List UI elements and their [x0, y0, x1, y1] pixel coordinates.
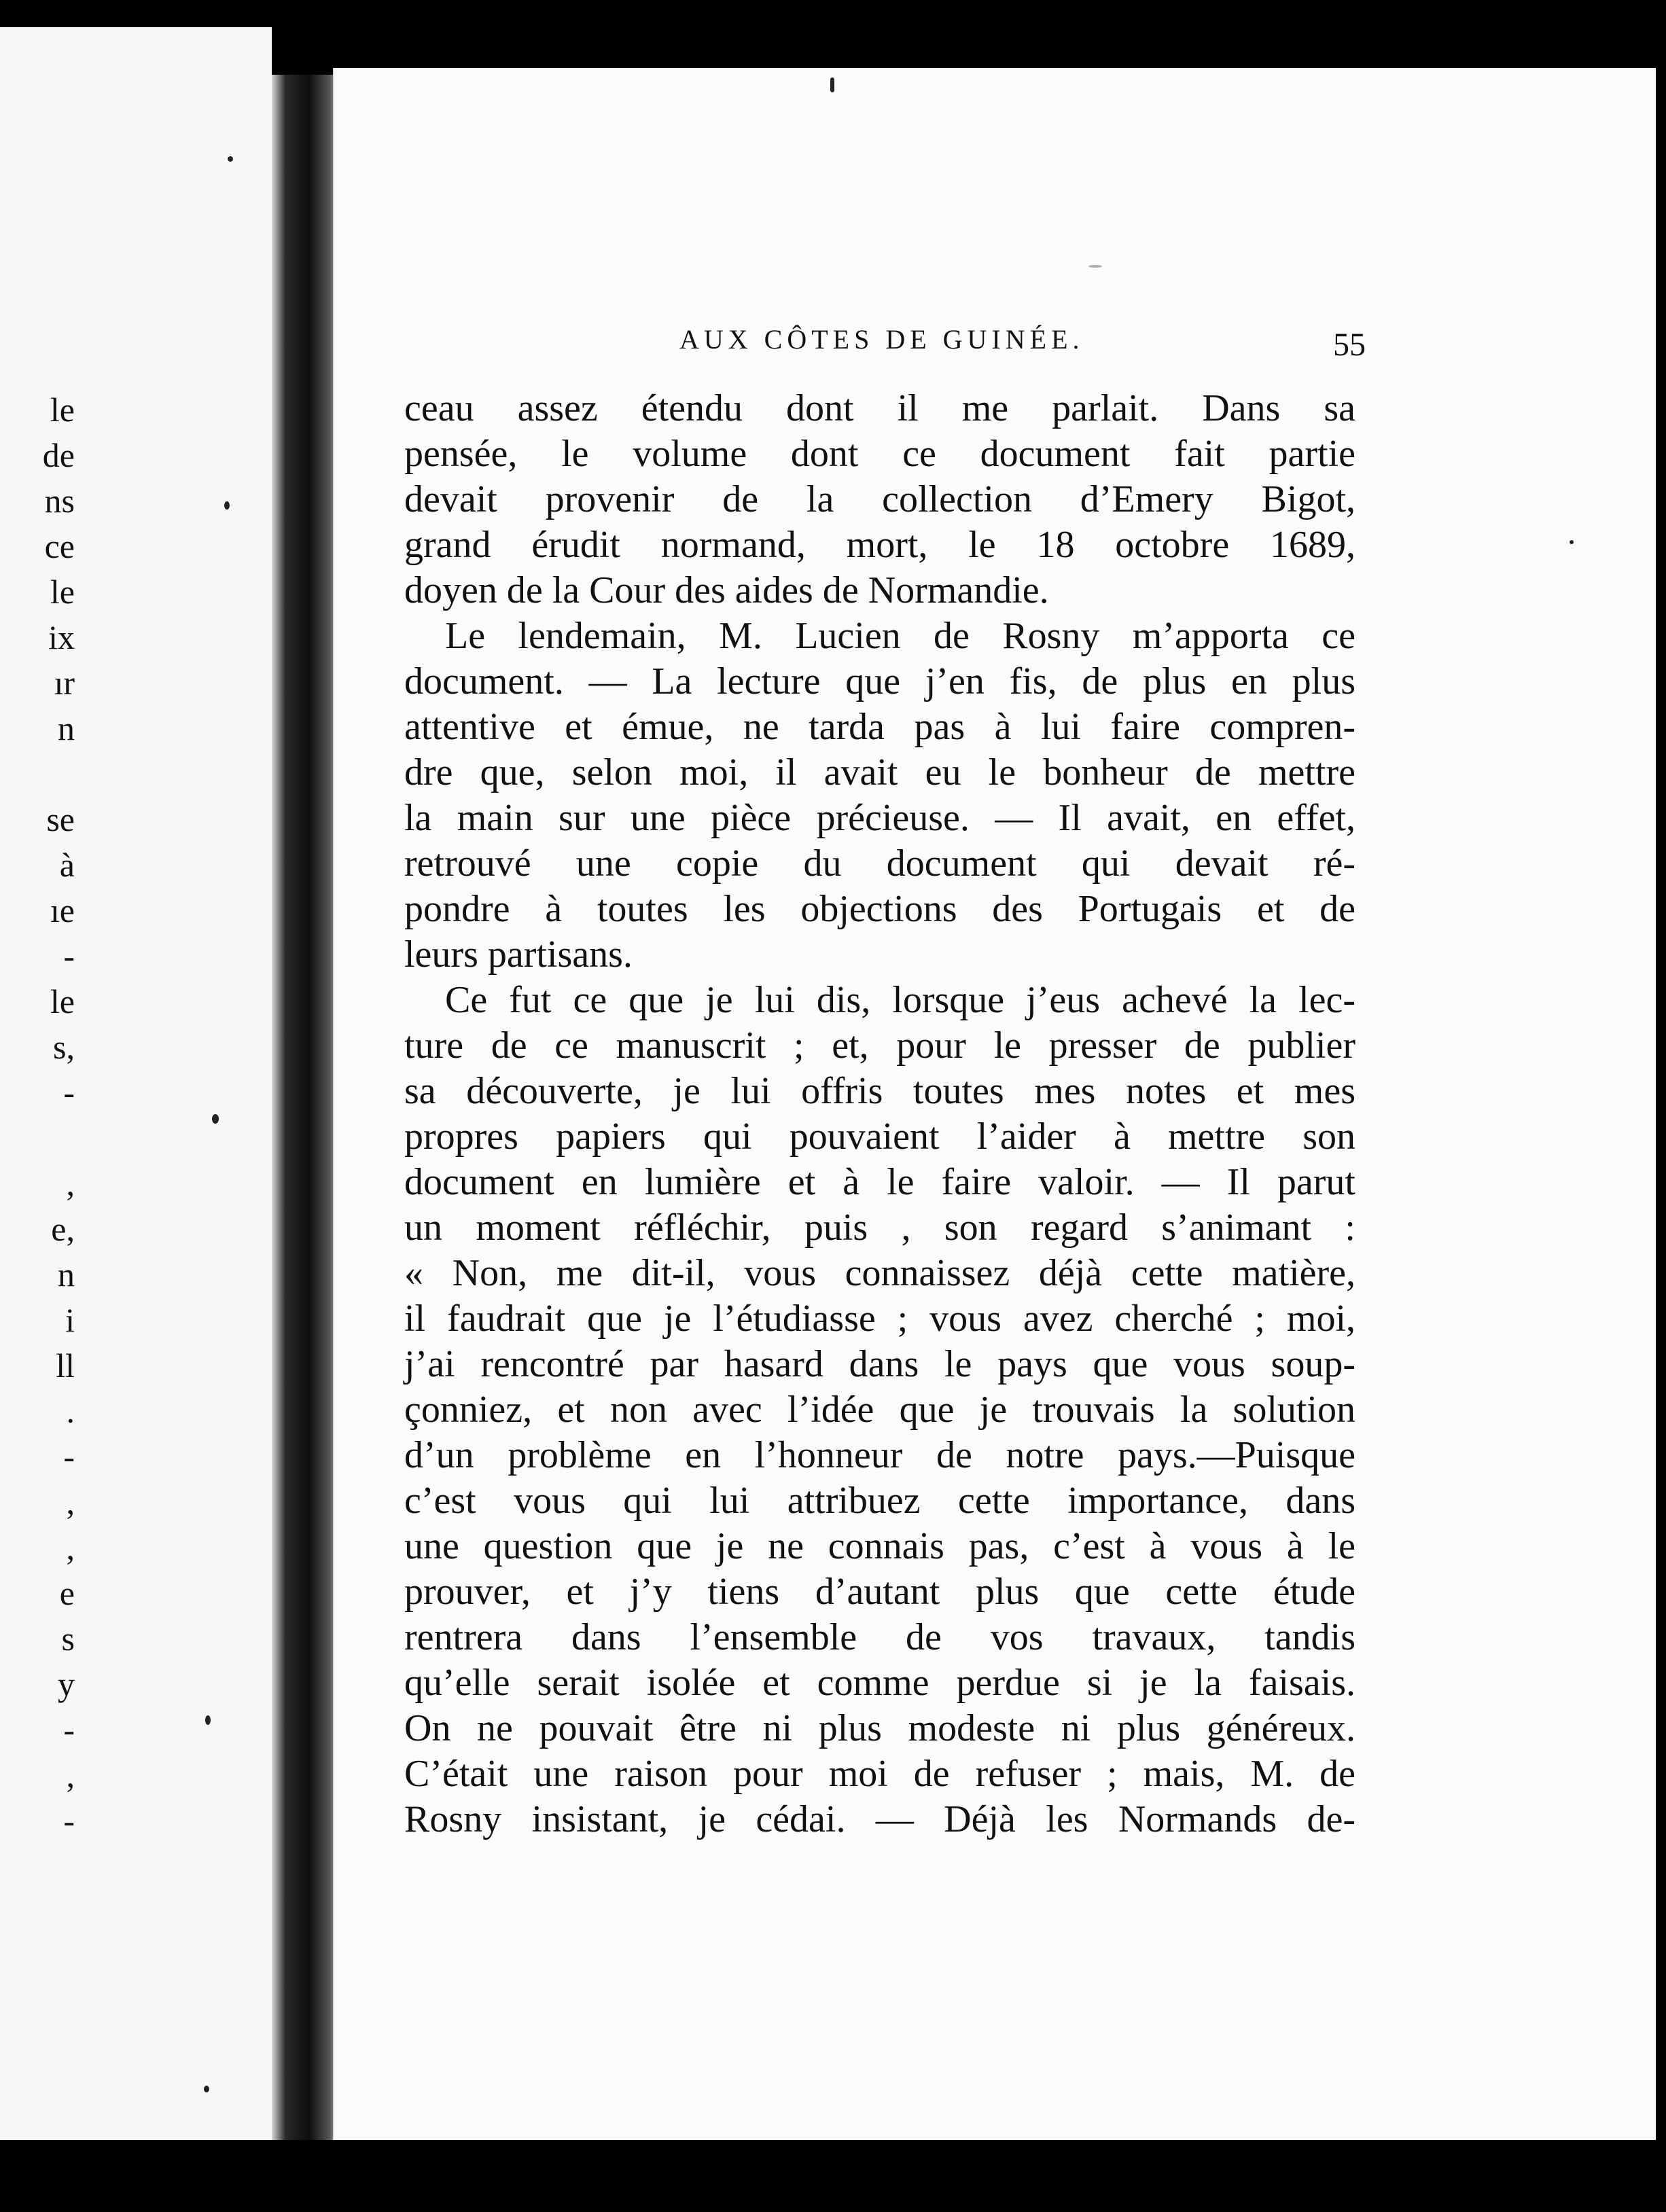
text-line: On ne pouvait être ni plus modeste ni plus généreux. [404, 1707, 1355, 1749]
text-line: j’ai rencontré par hasard dans le pays que vous soup- [404, 1343, 1355, 1385]
text-line: qu’elle serait isolée et comme perdue si je la faisais. [404, 1662, 1355, 1704]
left-page-fragment: i [65, 1301, 75, 1339]
text-line: Le lendemain, M. Lucien de Rosny m’apporta ce [445, 615, 1355, 657]
left-page-fragment: n [58, 1255, 75, 1294]
text-line: C’était une raison pour moi de refuser ; mais, M. de [404, 1753, 1355, 1795]
left-page-fragment: ix [48, 618, 75, 656]
text-line: ceau assez étendu dont il me parlait. Dans sa [404, 387, 1355, 429]
left-page-fragment: - [63, 1073, 75, 1111]
left-page-fragment: e [59, 1574, 75, 1612]
text-line: çonniez, et non avec l’idée que je trouvais la solution [404, 1389, 1355, 1431]
left-page-fragment: à [59, 846, 75, 884]
left-page-fragment: , [66, 1756, 75, 1794]
text-line: attentive et émue, ne tarda pas à lui faire compren- [404, 706, 1355, 748]
left-page-fragment [0, 1116, 75, 1161]
ink-speck [205, 1715, 211, 1725]
text-line: la main sur une pièce précieuse. — Il avait, en effet, [404, 797, 1355, 839]
text-line: c’est vous qui lui attribuez cette importance, dans [404, 1480, 1355, 1522]
page-body-text [404, 386, 1355, 1880]
left-page-fragment: , [66, 1529, 75, 1567]
page-number: 55 [1333, 327, 1366, 363]
left-page-fragment: - [63, 1802, 75, 1840]
left-page-fragment: ns [44, 482, 75, 520]
binding-gutter [272, 75, 340, 2140]
left-page-fragment: de [42, 436, 75, 474]
ink-speck [224, 501, 230, 510]
text-line: ture de ce manuscrit ; et, pour le presser de publier [404, 1024, 1355, 1067]
left-page-fragment: , [66, 1164, 75, 1202]
left-page-fragment: n [58, 709, 75, 747]
text-line: pensée, le volume dont ce document fait partie [404, 433, 1355, 475]
left-page-fragment: ll [56, 1346, 75, 1385]
ink-speck [204, 2086, 209, 2092]
text-line: devait provenir de la collection d’Emery Bigot, [404, 478, 1355, 520]
text-line: retrouvé une copie du document qui devait ré- [404, 842, 1355, 885]
text-line: grand érudit normand, mort, le 18 octobre 1689, [404, 524, 1355, 566]
left-page-fragment: - [63, 937, 75, 975]
left-page-fragment: , [66, 1483, 75, 1521]
text-line: dre que, selon moi, il avait eu le bonheur de mettre [404, 751, 1355, 793]
text-line: d’un problème en l’honneur de notre pays.—Puisque [404, 1434, 1355, 1476]
left-page-fragment: se [46, 800, 75, 838]
text-line: document en lumière et à le faire valoir. — Il parut [404, 1161, 1355, 1203]
left-page-fragment: s [61, 1620, 75, 1658]
left-page-fragment: . [66, 1392, 75, 1430]
text-line: Ce fut ce que je lui dis, lorsque j’eus achevé la lec- [445, 979, 1355, 1021]
ink-speck [212, 1114, 219, 1124]
left-page-fragment: le [50, 391, 75, 429]
left-page-fragment: e, [51, 1210, 75, 1248]
text-line: prouver, et j’y tiens d’autant plus que cette étude [404, 1571, 1355, 1613]
left-page-fragment: le [50, 573, 75, 611]
ink-speck [1570, 540, 1574, 544]
text-line: doyen de la Cour des aides de Normandie. [404, 569, 1049, 611]
left-page-fragment: y [58, 1665, 75, 1703]
text-line: « Non, me dit-il, vous connaissez déjà cette matière, [404, 1252, 1355, 1294]
left-page-cropped-text [0, 387, 75, 1977]
ink-speck [830, 77, 834, 92]
text-line: il faudrait que je l’étudiasse ; vous avez cherché ; moi, [404, 1298, 1355, 1340]
left-page-fragment: - [63, 1711, 75, 1749]
left-page-fragment: ıe [50, 891, 75, 929]
text-line: un moment réfléchir, puis , son regard s’animant : [404, 1207, 1355, 1249]
left-page-fragment: le [50, 982, 75, 1020]
left-facing-page [0, 27, 272, 2140]
left-page-fragment: ır [54, 664, 75, 702]
ink-speck [228, 156, 233, 162]
text-line: sa découverte, je lui offris toutes mes notes et mes [404, 1070, 1355, 1112]
left-page-fragment: s, [53, 1028, 75, 1066]
text-line: document. — La lecture que j’en fis, de plus en plus [404, 660, 1355, 702]
left-page-fragment [0, 751, 75, 797]
left-page-fragment: ce [44, 527, 75, 565]
text-line: rentrera dans l’ensemble de vos travaux, tandis [404, 1616, 1355, 1658]
ink-speck [1088, 265, 1102, 268]
text-line: pondre à toutes les objections des Portugais et de [404, 888, 1355, 930]
running-head: AUX CÔTES DE GUINÉE. [679, 324, 1084, 355]
left-page-fragment: - [63, 1438, 75, 1476]
text-line: leurs partisans. [404, 933, 633, 976]
text-line: Rosny insistant, je cédai. — Déjà les Normands de- [404, 1798, 1355, 1840]
text-line: une question que je ne connais pas, c’est à vous à le [404, 1525, 1355, 1567]
text-line: propres papiers qui pouvaient l’aider à mettre son [404, 1116, 1355, 1158]
